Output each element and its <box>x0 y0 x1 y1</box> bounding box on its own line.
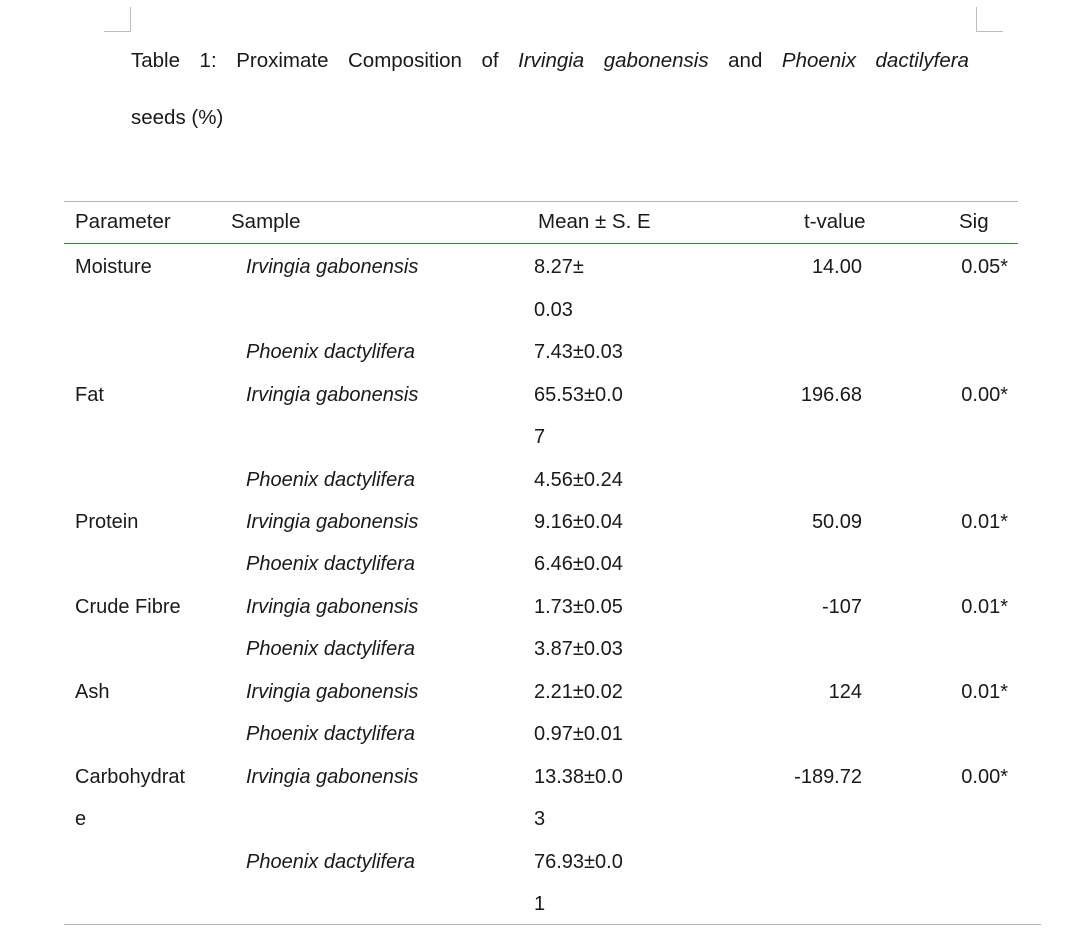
cell-parameter: Protein <box>75 511 139 533</box>
cell-tvalue: 14.00 <box>811 256 862 278</box>
cell-sample: Irvingia gabonensis <box>246 511 419 533</box>
cell-mean: 4.56±0.24 <box>534 469 623 491</box>
cell-tvalue: 124 <box>828 681 862 703</box>
column-header-sig: Sig <box>959 210 989 233</box>
table-top-rule <box>64 201 1018 202</box>
cell-mean: 76.93±0.0 <box>534 851 623 873</box>
page-corner-mark-right <box>976 7 1003 32</box>
cell-mean: 8.27± <box>534 256 584 278</box>
caption-word: Composition <box>348 49 462 72</box>
caption-word: of <box>481 49 499 72</box>
cell-sample: Phoenix dactylifera <box>246 553 415 575</box>
cell-sig: 0.01* <box>961 681 1008 703</box>
cell-mean: 1.73±0.05 <box>534 596 623 618</box>
cell-mean: 9.16±0.04 <box>534 511 623 533</box>
cell-mean: 2.21±0.02 <box>534 681 623 703</box>
caption-word: Proximate <box>236 49 329 72</box>
cell-mean: 3.87±0.03 <box>534 638 623 660</box>
cell-mean: 0.03 <box>534 299 573 321</box>
cell-sig: 0.00* <box>961 766 1008 788</box>
table-header-rule <box>64 243 1018 244</box>
caption-word: Phoenix <box>781 49 856 72</box>
cell-sample: Irvingia gabonensis <box>246 681 419 703</box>
cell-sample: Phoenix dactylifera <box>246 723 415 745</box>
page-corner-mark-left <box>104 7 131 32</box>
cell-mean: 1 <box>534 893 546 915</box>
cell-tvalue: 50.09 <box>811 511 862 533</box>
cell-parameter: Crude Fibre <box>75 596 181 618</box>
cell-parameter: Fat <box>75 384 104 406</box>
caption-word: gabonensis <box>603 49 709 72</box>
cell-tvalue: -107 <box>821 596 862 618</box>
cell-mean: 7 <box>534 426 546 448</box>
column-header-parameter: Parameter <box>75 210 171 233</box>
cell-sample: Irvingia gabonensis <box>246 766 419 788</box>
caption-word: Table <box>131 49 181 72</box>
cell-tvalue: -189.72 <box>794 766 862 788</box>
column-header-tvalue: t-value <box>804 210 866 233</box>
column-header-sample: Sample <box>231 210 301 233</box>
cell-sample: Irvingia gabonensis <box>246 384 419 406</box>
cell-sig: 0.05* <box>961 256 1008 278</box>
caption-word: 1: <box>199 49 217 72</box>
caption-word: Irvingia <box>518 49 585 72</box>
cell-sig: 0.01* <box>961 511 1008 533</box>
cell-mean: 0.97±0.01 <box>534 723 623 745</box>
column-header-mean: Mean ± S. E <box>538 210 651 233</box>
cell-parameter: Moisture <box>75 256 152 278</box>
cell-mean: 6.46±0.04 <box>534 553 623 575</box>
table-caption <box>131 49 969 73</box>
cell-mean: 65.53±0.0 <box>534 384 623 406</box>
cell-mean: 7.43±0.03 <box>534 341 623 363</box>
cell-sample: Irvingia gabonensis <box>246 596 419 618</box>
cell-mean: 13.38±0.0 <box>534 766 623 788</box>
table-caption-continued: seeds (%) <box>131 106 224 129</box>
cell-mean: 3 <box>534 808 546 830</box>
caption-word: and <box>728 49 763 72</box>
cell-parameter: e <box>75 808 87 830</box>
cell-sample: Phoenix dactylifera <box>246 469 415 491</box>
table-bottom-rule <box>64 924 1041 925</box>
cell-sample: Phoenix dactylifera <box>246 638 415 660</box>
caption-word: dactilyfera <box>875 49 969 72</box>
cell-sample: Irvingia gabonensis <box>246 256 419 278</box>
cell-sig: 0.00* <box>961 384 1008 406</box>
cell-sample: Phoenix dactylifera <box>246 341 415 363</box>
cell-parameter: Ash <box>75 681 110 703</box>
cell-sample: Phoenix dactylifera <box>246 851 415 873</box>
cell-tvalue: 196.68 <box>800 384 862 406</box>
cell-sig: 0.01* <box>961 596 1008 618</box>
cell-parameter: Carbohydrat <box>75 766 186 788</box>
